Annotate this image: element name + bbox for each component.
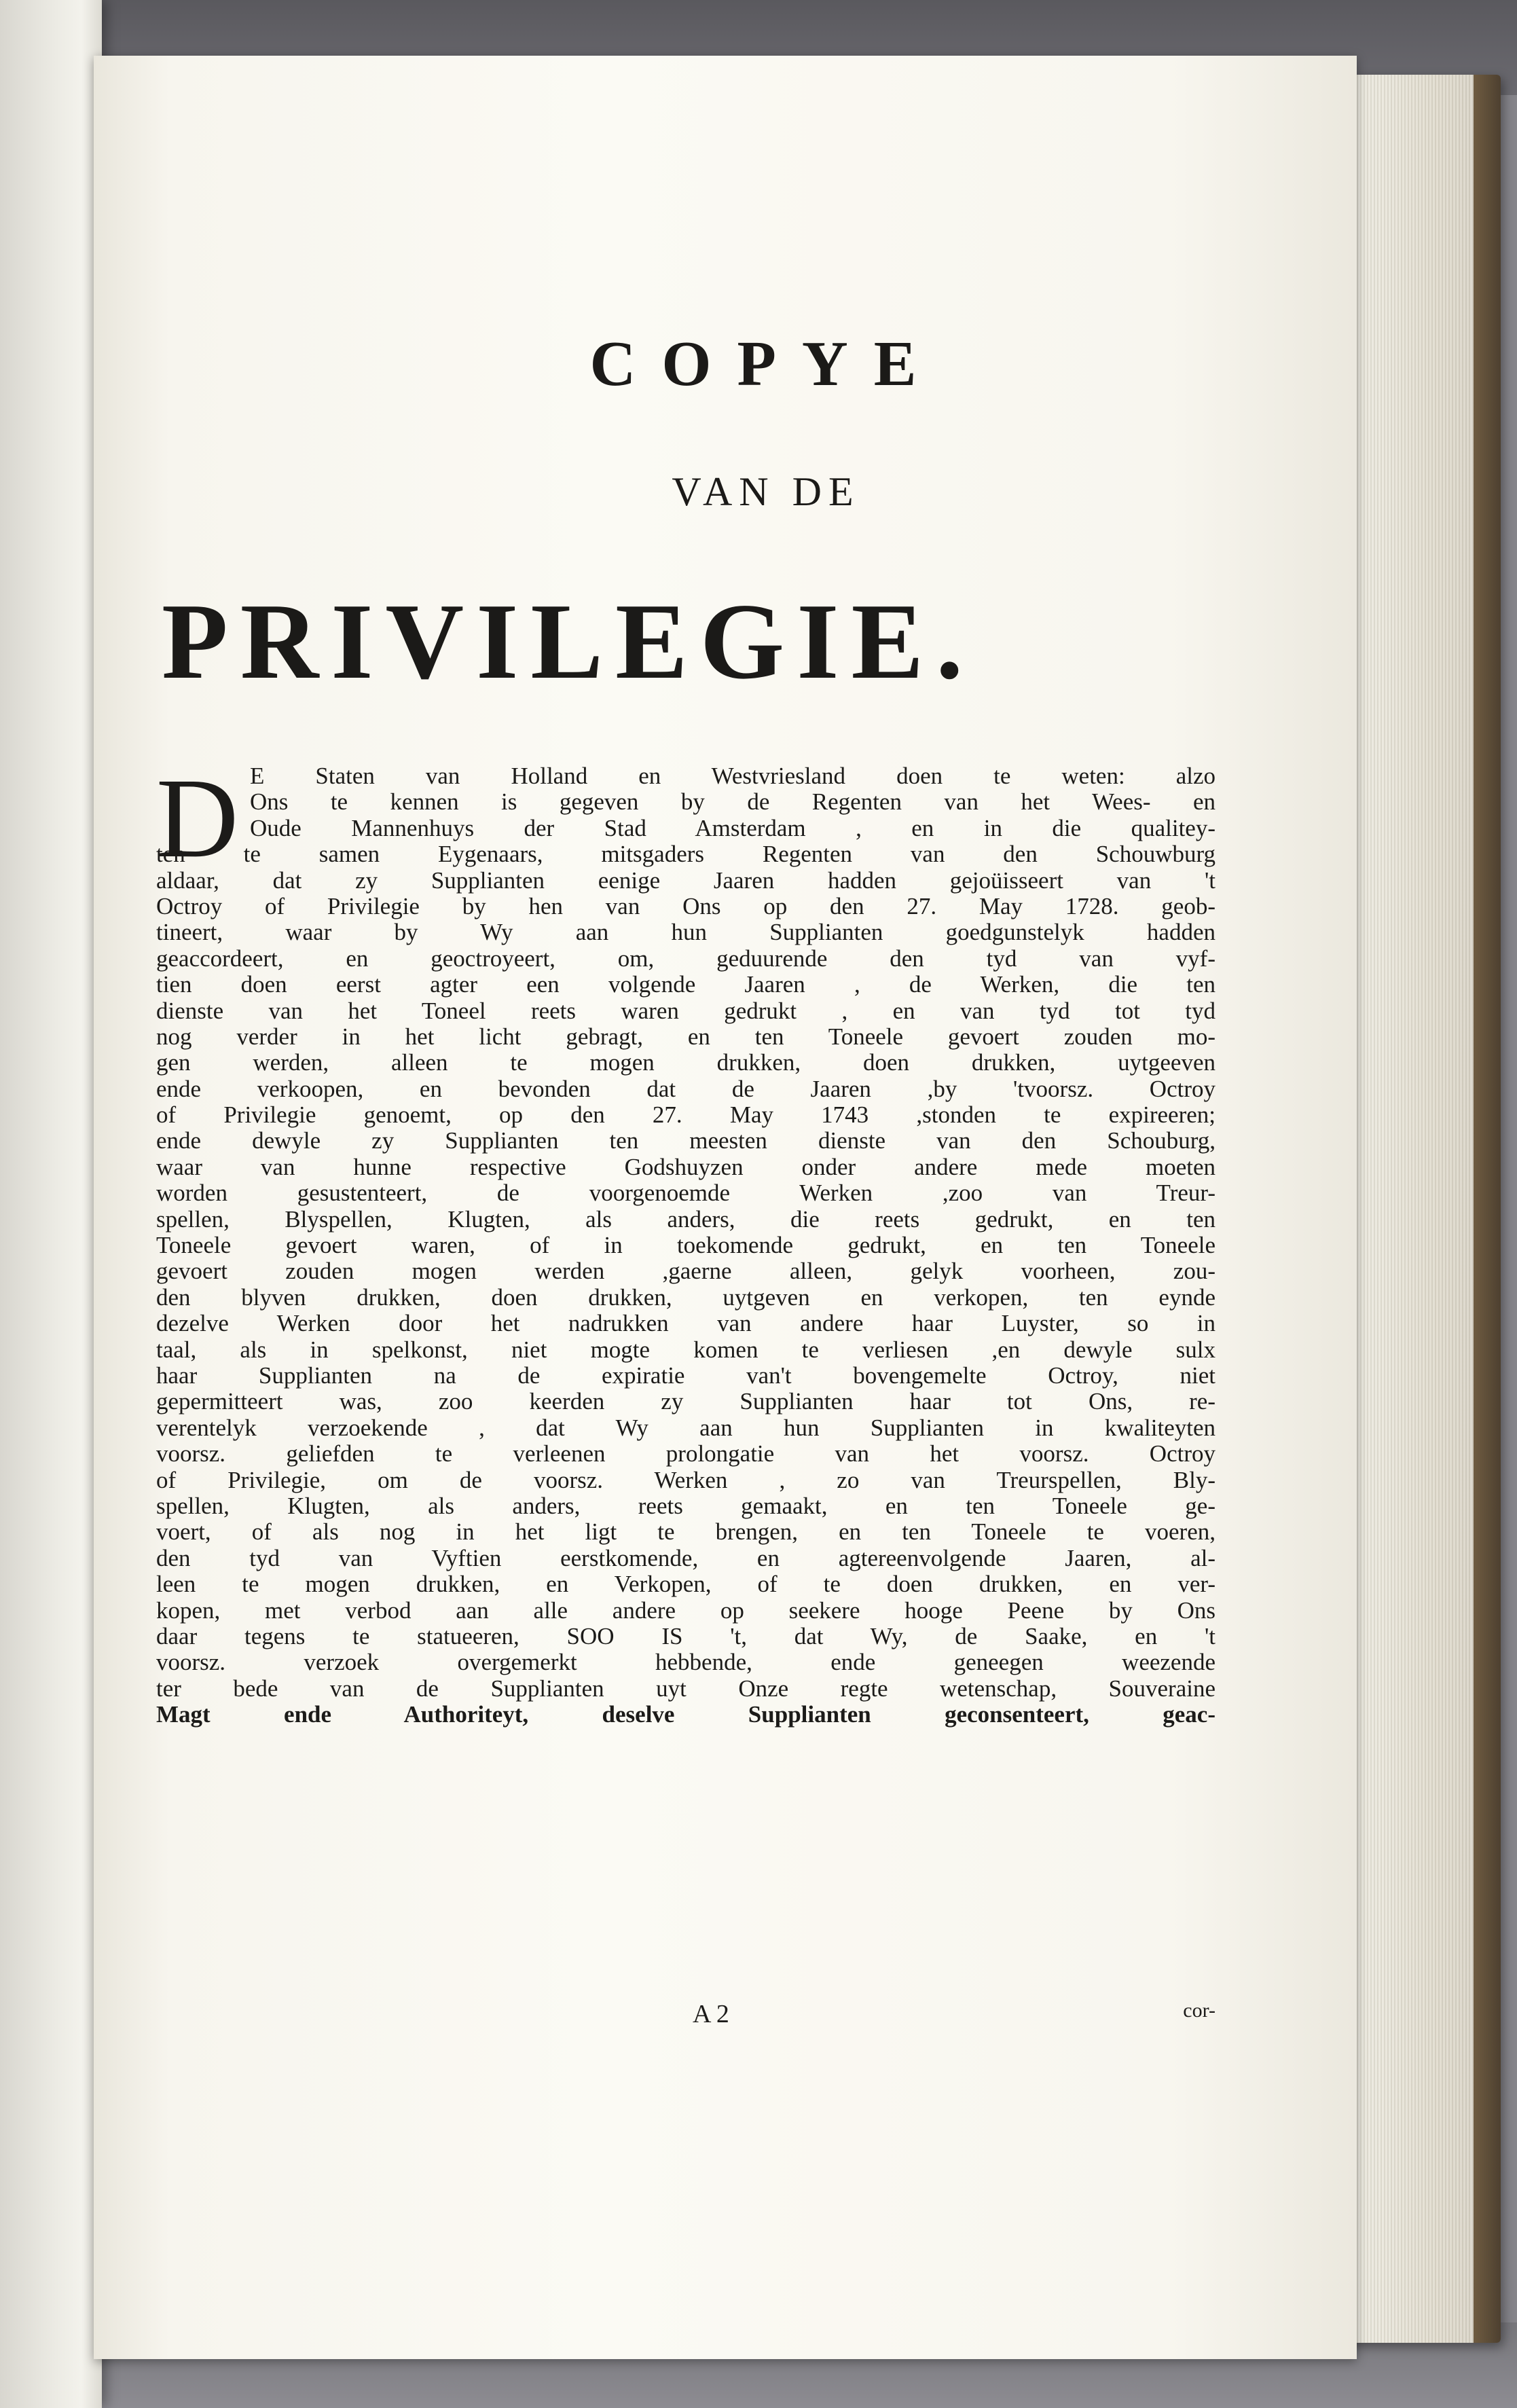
book-page (94, 56, 1357, 2359)
text-line: E Staten van Holland en Westvriesland doen te weten: alzo (250, 763, 1216, 789)
text-line: Octroy of Privilegie by hen van Ons op den 27. May 1728. geob- (156, 892, 1216, 919)
text-line: den tyd van Vyftien eerstkomende, en agtereenvolgende Jaaren, al- (156, 1544, 1216, 1571)
text-line: gevoert zouden mogen werden ,gaerne alleen, gelyk voorheen, zou- (156, 1258, 1216, 1285)
text-line: Oude Mannenhuys der Stad Amsterdam , en in die qualitey- (250, 814, 1216, 841)
text-line: Magt ende Authoriteyt, deselve Supplianten geconsenteert, geac- (156, 1701, 1216, 1728)
text-line: leen te mogen drukken, en Verkopen, of te doen drukken, en ver- (156, 1571, 1216, 1598)
text-line: ende verkoopen, en bevonden dat de Jaaren ,by 'tvoorsz. Octroy (156, 1075, 1216, 1102)
text-line: waar van hunne respective Godshuyzen onder andere mede moeten (156, 1153, 1216, 1180)
text-line: voorsz. verzoek overgemerkt hebbende, ende geneegen weezende (156, 1649, 1216, 1676)
text-line: den blyven drukken, doen drukken, uytgeven en verkopen, ten eynde (156, 1283, 1216, 1311)
title-privilegie: PRIVILEGIE. (162, 581, 976, 701)
page-footer (156, 1999, 1216, 2029)
title-copye: COPYE (589, 329, 943, 399)
text-line: gepermitteert was, zoo keerden zy Supplianten haar tot Ons, re- (156, 1388, 1216, 1415)
text-line: haar Supplianten na de expiratie van't bovengemelte Octroy, niet (156, 1362, 1216, 1389)
text-line: Toneele gevoert waren, of in toekomende gedrukt, en ten Toneele (156, 1232, 1216, 1259)
text-line: ten te samen Eygenaars, mitsgaders Regenten van den Schouwburg (156, 841, 1216, 868)
left-facing-page (0, 0, 102, 2408)
text-line: Ons te kennen is gegeven by de Regenten van het Wees- en (250, 788, 1216, 816)
text-line: ende dewyle zy Supplianten ten meesten dienste van den Schouburg, (156, 1127, 1216, 1154)
text-line: geaccordeert, en geoctroyeert, om, geduurende den tyd van vyf- (156, 945, 1216, 972)
text-line: dezelve Werken door het nadrukken van andere haar Luyster, so in (156, 1310, 1216, 1337)
text-line: aldaar, dat zy Supplianten eenige Jaaren hadden gejoüisseert van 't (156, 866, 1216, 894)
catchword: cor- (1183, 1999, 1216, 2022)
text-line: daar tegens te statueeren, SOO IS 't, dat Wy, de Saake, en 't (156, 1622, 1216, 1649)
text-line: nog verder in het licht gebragt, en ten Toneele gevoert zouden mo- (156, 1023, 1216, 1050)
drop-cap: D (156, 755, 239, 881)
text-line: of Privilegie genoemt, op den 27. May 1743 ,stonden te expireeren; (156, 1101, 1216, 1129)
text-line: tineert, waar by Wy aan hun Supplianten goedgunstelyk hadden (156, 919, 1216, 946)
text-line: spellen, Blyspellen, Klugten, als anders, die reets gedrukt, en ten (156, 1205, 1216, 1233)
text-line: worden gesustenteert, de voorgenoemde Werken ,zoo van Treur- (156, 1180, 1216, 1207)
signature-mark: A 2 (693, 2000, 729, 2028)
text-line: spellen, Klugten, als anders, reets gemaakt, en ten Toneele ge- (156, 1492, 1216, 1519)
text-line: tien doen eerst agter een volgende Jaaren , de Werken, die ten (156, 971, 1216, 998)
text-line: ter bede van de Supplianten uyt Onze regte wetenschap, Souveraine (156, 1675, 1216, 1702)
text-line: dienste van het Toneel reets waren gedrukt , en van tyd tot tyd (156, 997, 1216, 1024)
text-line: verentelyk verzoekende , dat Wy aan hun Supplianten in kwaliteyten (156, 1414, 1216, 1441)
text-line: taal, als in spelkonst, niet mogte komen te verliesen ,en dewyle sulx (156, 1336, 1216, 1363)
text-line: voert, of als nog in het ligt te brengen, en ten Toneele te voeren, (156, 1518, 1216, 1546)
body-text (156, 755, 1216, 1728)
title-van-de: VAN DE (672, 469, 860, 514)
text-line: kopen, met verbod aan alle andere op seekere hooge Peene by Ons (156, 1597, 1216, 1624)
text-line: gen werden, alleen te mogen drukken, doen drukken, uytgeeven (156, 1049, 1216, 1076)
text-line: voorsz. geliefden te verleenen prolongatie van het voorsz. Octroy (156, 1440, 1216, 1467)
text-line: of Privilegie, om de voorsz. Werken , zo van Treurspellen, Bly- (156, 1466, 1216, 1493)
